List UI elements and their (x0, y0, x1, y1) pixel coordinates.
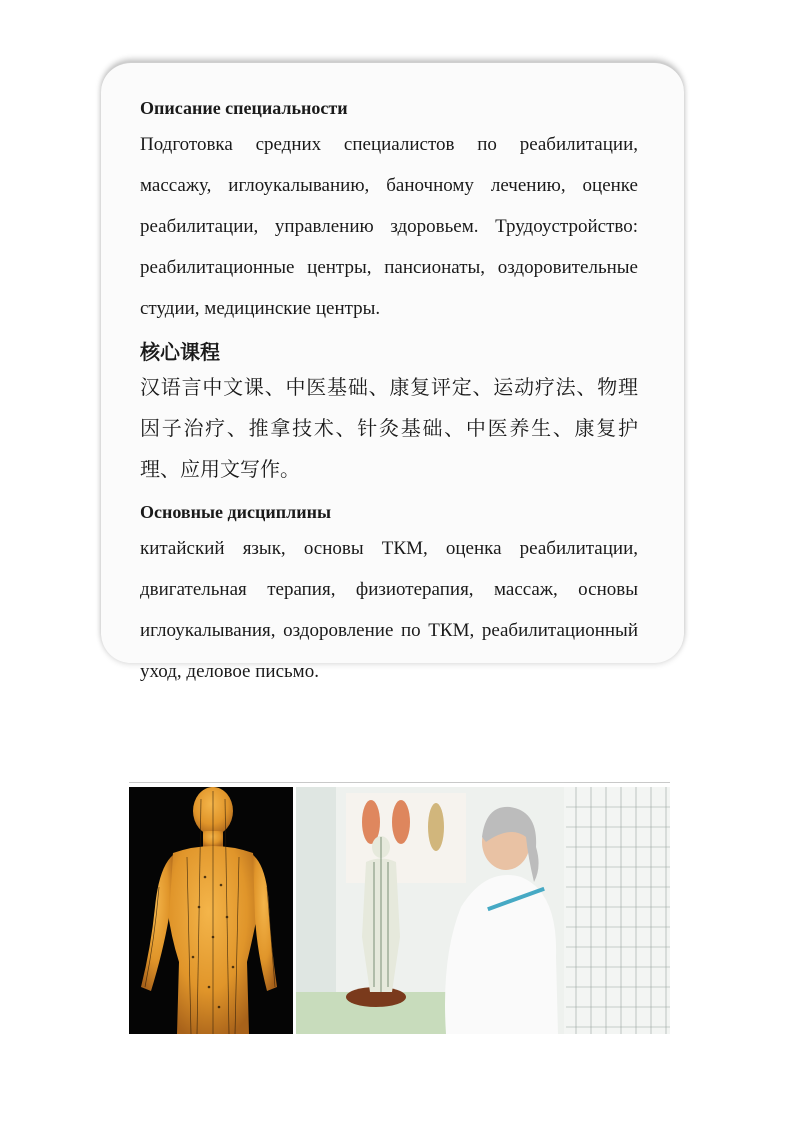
main-disciplines-heading: Основные дисциплины (140, 502, 332, 522)
main-disciplines-text: китайский язык, основы ТКМ, оценка реабилитации, двигательная терапия, физиотерапия, массаж, основы иглоукалывания, оздоровление по ТКМ, реабилитационный уход, деловое письмо. (140, 538, 638, 682)
specialty-description-heading: Описание специальности (140, 98, 348, 118)
core-courses-text: 汉语言中文课、中医基础、康复评定、运动疗法、物理因子治疗、推拿技术、针灸基础、中医养生、康复护理、应用文写作。 (140, 375, 638, 481)
photo-strip (129, 782, 670, 1034)
text-content (140, 94, 638, 692)
core-courses-heading: 核心课程 (140, 340, 220, 364)
specialty-description-text: Подготовка средних специалистов по реабилитации, массажу, иглоукалыванию, баночному лечению, оценке реабилитации, управлению здоровьем. Трудоустройство: реабилитационные центры, пансионаты, оздоровительные студии, медицинские центры. (140, 134, 638, 319)
acupuncture-mannequin-image (129, 787, 293, 1034)
doctor-with-acupuncture-model-image (296, 787, 670, 1034)
